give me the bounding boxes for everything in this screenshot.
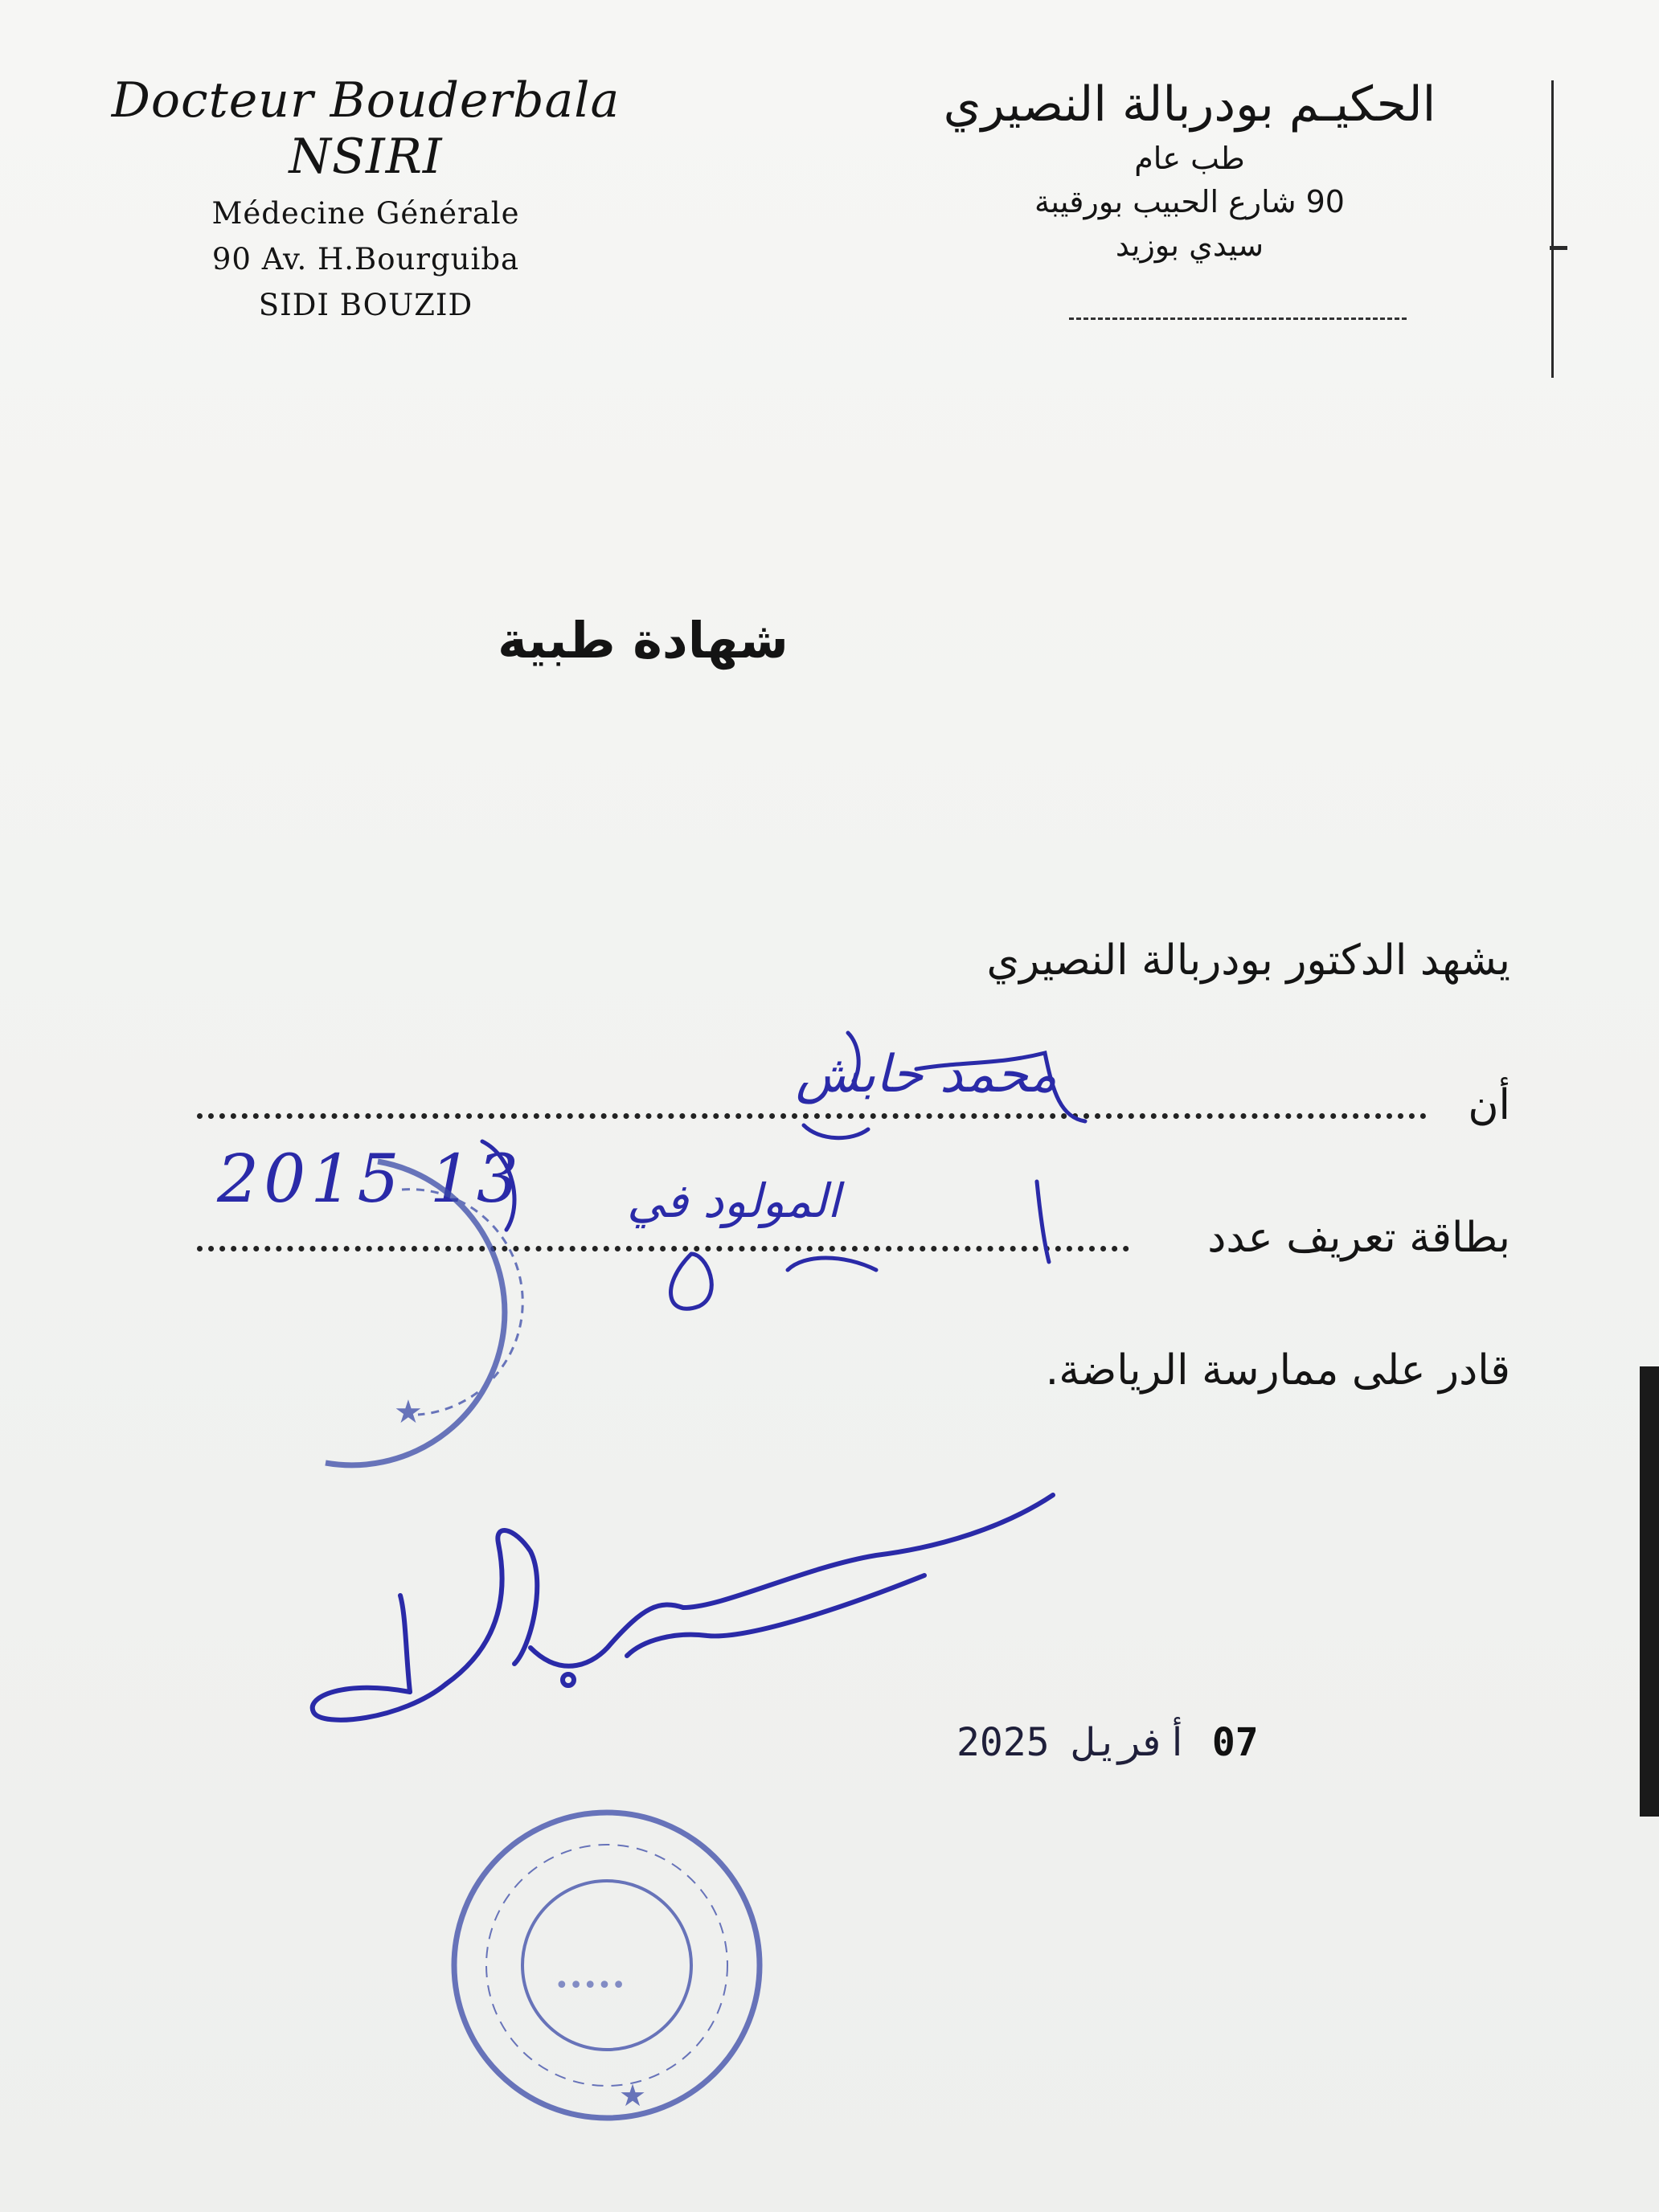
address-fr: 90 Av. H.Bourguiba (211, 242, 520, 276)
handwritten-birth-note: المولود في (627, 1174, 841, 1228)
handwritten-patient-name: محمد حابش (796, 1045, 1057, 1104)
svg-text:★: ★ (619, 2078, 647, 2113)
patient-name-label: أن (1468, 1081, 1510, 1129)
date-year: 2025 (956, 1720, 1050, 1765)
doctor-signature (313, 1495, 1053, 1720)
handwriting-strokes (482, 1033, 1085, 1309)
svg-text:•••••: ••••• (555, 1972, 626, 2000)
svg-text:★: ★ (394, 1394, 423, 1431)
date-day: 07 (1211, 1720, 1259, 1765)
date-month: أفريل (1072, 1720, 1189, 1765)
id-card-label: بطاقة تعريف عدد (1207, 1214, 1510, 1262)
fitness-statement: قادر على ممارسة الرياضة. (1045, 1346, 1510, 1395)
date-stamp (956, 1720, 1259, 1765)
upper-round-stamp (326, 1161, 522, 1465)
lower-round-stamp (454, 1813, 760, 2118)
certifying-doctor-line: يشهد الدكتور بودربالة النصيري (986, 936, 1510, 985)
specialty-ar: طب عام (1134, 141, 1245, 176)
doctor-name-ar: الحكيـم بودربالة النصيري (943, 76, 1436, 133)
city-ar: سيدي بوزيد (1115, 227, 1264, 263)
certificate-title: شهادة طبية (498, 611, 789, 670)
handwritten-id-number: 2015 13 (217, 1141, 524, 1218)
city-fr: SIDI BOUZID (258, 288, 473, 322)
doctor-name-fr: Docteur Bouderbala NSIRI (111, 72, 621, 185)
address-ar: 90 شارع الحبيب بورقيبة (1034, 184, 1345, 219)
specialty-fr: Médecine Générale (211, 196, 520, 231)
